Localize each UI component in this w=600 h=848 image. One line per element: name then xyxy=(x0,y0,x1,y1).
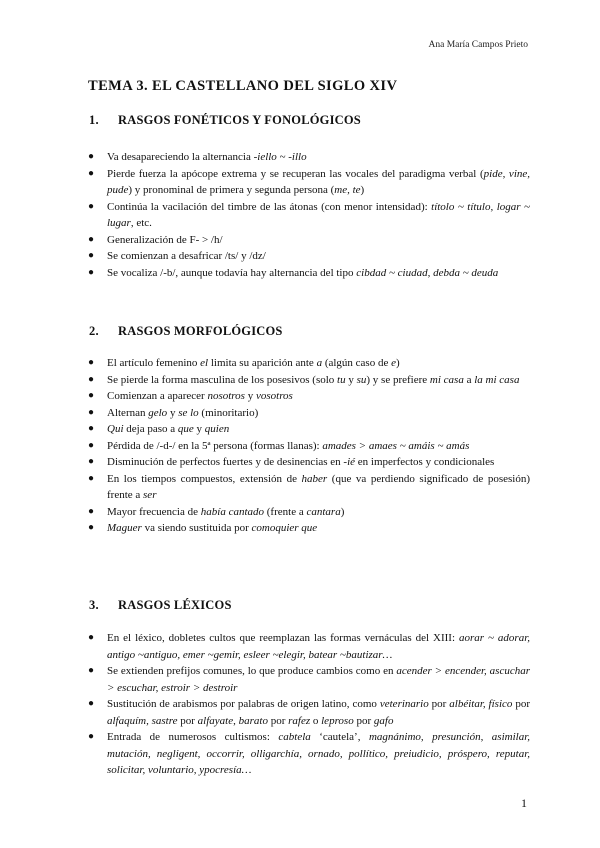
bullet-icon: ● xyxy=(88,505,95,517)
italic-term: albéitar, físico xyxy=(449,698,513,710)
section-title: RASGOS FONÉTICOS Y FONOLÓGICOS xyxy=(118,113,361,127)
italic-term: haber xyxy=(301,472,328,485)
bullet-icon: ● xyxy=(88,522,95,533)
list-item xyxy=(88,471,530,504)
list-item xyxy=(88,166,530,199)
item-text: y xyxy=(244,390,256,402)
list-item xyxy=(88,663,530,696)
section-heading-morfologicos xyxy=(89,324,283,339)
item-text: Alternan xyxy=(107,406,149,419)
section-title: RASGOS LÉXICOS xyxy=(118,598,232,612)
section-list xyxy=(88,630,530,779)
list-item xyxy=(88,149,530,166)
author-header: Ana María Campos Prieto xyxy=(428,40,528,50)
item-text: Continúa la vacilación del timbre de las átonas (con menor intensidad): xyxy=(107,200,432,213)
item-text: (frente a xyxy=(264,505,307,518)
italic-term: el xyxy=(200,357,209,369)
item-text: por xyxy=(512,698,530,710)
section-number: 3. xyxy=(89,598,99,612)
italic-term: cabtela xyxy=(278,731,311,743)
item-text: Generalización de F- > /h/ xyxy=(107,233,223,246)
item-text: limita su aparición ante xyxy=(208,357,317,369)
item-text: , etc. xyxy=(130,217,152,229)
italic-term: tu xyxy=(337,373,346,386)
italic-term: su xyxy=(356,373,367,386)
italic-term: ser xyxy=(143,489,157,501)
italic-term: amades > amaes ~ amáis ~ amás xyxy=(322,439,470,452)
item-text: El artículo femenino xyxy=(107,357,201,369)
item-text: ) y se prefiere xyxy=(366,373,430,386)
item-text: por xyxy=(428,698,450,710)
italic-term: rafez xyxy=(288,714,311,727)
section-number: 1. xyxy=(89,113,99,127)
item-text: (que va perdiendo significado de posesión) frente a xyxy=(107,472,530,501)
item-text: En el léxico, dobletes cultos que reemplazan las formas vernáculas del XIII: xyxy=(107,632,459,644)
list-item xyxy=(88,438,530,455)
item-text: Se extienden prefijos comunes, lo que produce cambios como en xyxy=(107,665,397,677)
item-text: Se vocaliza /-b/, aunque todavía hay alternancia del tipo xyxy=(107,266,357,279)
section-heading-foneticos xyxy=(89,113,361,128)
italic-term: me, te xyxy=(334,184,361,196)
bullet-icon: ● xyxy=(88,167,95,179)
italic-term: Maguer xyxy=(107,522,142,534)
list-item xyxy=(88,265,530,282)
section-title: RASGOS MORFOLÓGICOS xyxy=(118,324,283,338)
bullet-icon: ● xyxy=(88,233,95,245)
italic-term: la mi casa xyxy=(474,373,520,386)
italic-term: e xyxy=(391,357,396,369)
section-list xyxy=(88,355,530,537)
italic-term: alfayate xyxy=(197,714,234,727)
item-text: a xyxy=(463,373,475,386)
item-text: ) xyxy=(395,357,400,369)
bullet-icon: ● xyxy=(88,250,95,261)
item-text: ) y pronominal de primera y segunda persona ( xyxy=(128,184,335,196)
italic-term: quien xyxy=(204,423,230,435)
item-text: Se comienzan a desafricar /ts/ y /dz/ xyxy=(107,250,266,262)
item-text: Mayor frecuencia de xyxy=(107,505,201,518)
bullet-icon: ● xyxy=(88,423,95,434)
italic-term: veterinario xyxy=(379,698,429,710)
item-text: Comienzan a aparecer xyxy=(107,390,208,402)
section-heading-lexicos xyxy=(89,598,232,613)
italic-term: nosotros xyxy=(207,390,245,402)
item-text: por xyxy=(267,714,289,727)
italic-term: aorar ~ adorar, antigo ~antiguo, emer ~gemir, esleer ~elegir, batear ~bautizar… xyxy=(107,632,531,661)
italic-term: a xyxy=(316,357,323,369)
italic-term: gafo xyxy=(373,714,394,727)
item-text: y xyxy=(193,423,205,435)
bullet-icon: ● xyxy=(88,390,95,401)
item-text: Sustitución de arabismos por palabras de origen latino, como xyxy=(107,698,380,710)
italic-term: cibdad ~ ciudad, debda ~ deuda xyxy=(356,266,499,279)
bullet-icon: ● xyxy=(88,266,95,278)
item-text: por xyxy=(177,714,198,727)
list-item xyxy=(88,520,530,537)
item-text: y xyxy=(345,373,357,386)
bullet-icon: ● xyxy=(88,200,95,212)
italic-term: pide, vine, pude xyxy=(107,167,531,196)
item-text: Va desapareciendo la alternancia xyxy=(107,151,254,163)
list-item xyxy=(88,388,530,405)
italic-term: cantara xyxy=(306,505,341,518)
item-text: deja paso a xyxy=(123,423,178,435)
list-item xyxy=(88,232,530,249)
item-text: ) xyxy=(340,505,345,518)
list-item xyxy=(88,355,530,372)
list-item xyxy=(88,630,530,663)
item-text: Pérdida de /-d-/ en la 5ª persona (formas llanas): xyxy=(107,439,323,452)
list-item xyxy=(88,729,530,779)
italic-term: barato xyxy=(238,714,268,727)
italic-term: Qui xyxy=(107,423,124,435)
list-item xyxy=(88,421,530,438)
item-text: y xyxy=(167,406,179,419)
item-text: en imperfectos y condicionales xyxy=(355,456,495,468)
italic-term: acender > encender, ascuchar > escuchar, estroir > destroir xyxy=(107,665,530,694)
item-text: Entrada de numerosos cultismos: xyxy=(107,731,279,743)
italic-term: vosotros xyxy=(255,390,293,402)
italic-term: se lo xyxy=(178,406,199,419)
item-text: (algún caso de xyxy=(322,357,392,369)
list-item xyxy=(88,454,530,471)
bullet-icon: ● xyxy=(88,456,95,467)
bullet-icon: ● xyxy=(88,665,95,676)
item-text: Se pierde la forma masculina de los posesivos (solo xyxy=(107,373,338,386)
item-text: va siendo sustituida por xyxy=(141,522,252,534)
italic-term: -ié xyxy=(343,456,356,468)
list-item xyxy=(88,372,530,389)
bullet-icon: ● xyxy=(88,632,95,643)
bullet-icon: ● xyxy=(88,698,95,709)
item-text: Disminución de perfectos fuertes y de desinencias en xyxy=(107,456,344,468)
list-item xyxy=(88,504,530,521)
list-item xyxy=(88,199,530,232)
bullet-icon: ● xyxy=(88,373,95,385)
item-text: ) xyxy=(360,184,365,196)
item-text: En los tiempos compuestos, extensión de xyxy=(107,472,302,485)
italic-term: comoquier que xyxy=(251,522,318,534)
bullet-icon: ● xyxy=(88,731,95,742)
list-item xyxy=(88,248,530,265)
bullet-icon: ● xyxy=(88,472,95,484)
item-text: ‘cautela’, xyxy=(310,731,369,743)
bullet-icon: ● xyxy=(88,439,95,451)
italic-term: magnánimo, presunción, asimilar, mutación, negligent, occorrir, olligarchía, ornado, pollítico, preiudicio, próspero, reputar, solicitar, voluntario, ypocresía… xyxy=(107,731,531,776)
item-text: Pierde fuerza la apócope extrema y se recuperan las vocales del paradigma verbal ( xyxy=(107,167,484,180)
italic-term: -iello ~ -illo xyxy=(253,151,307,163)
italic-term: había cantado xyxy=(200,505,265,518)
item-text: por xyxy=(353,714,374,727)
italic-term: títolo ~ título, logar ~ lugar xyxy=(107,200,530,229)
list-item xyxy=(88,405,530,422)
bullet-icon: ● xyxy=(88,357,95,368)
bullet-icon: ● xyxy=(88,406,95,418)
italic-term: mi casa xyxy=(429,373,464,386)
bullet-icon: ● xyxy=(88,151,95,162)
section-list xyxy=(88,149,530,281)
italic-term: leproso xyxy=(321,714,354,727)
list-item xyxy=(88,696,530,729)
page-title: TEMA 3. EL CASTELLANO DEL SIGLO XIV xyxy=(88,78,398,94)
section-number: 2. xyxy=(89,324,99,338)
item-text: (minoritario) xyxy=(198,406,259,419)
item-text: , xyxy=(233,714,239,727)
item-text: o xyxy=(310,714,322,727)
italic-term: alfaquím, sastre xyxy=(107,714,178,727)
page-number: 1 xyxy=(521,796,527,810)
italic-term: gelo xyxy=(148,406,168,419)
italic-term: que xyxy=(177,423,194,435)
